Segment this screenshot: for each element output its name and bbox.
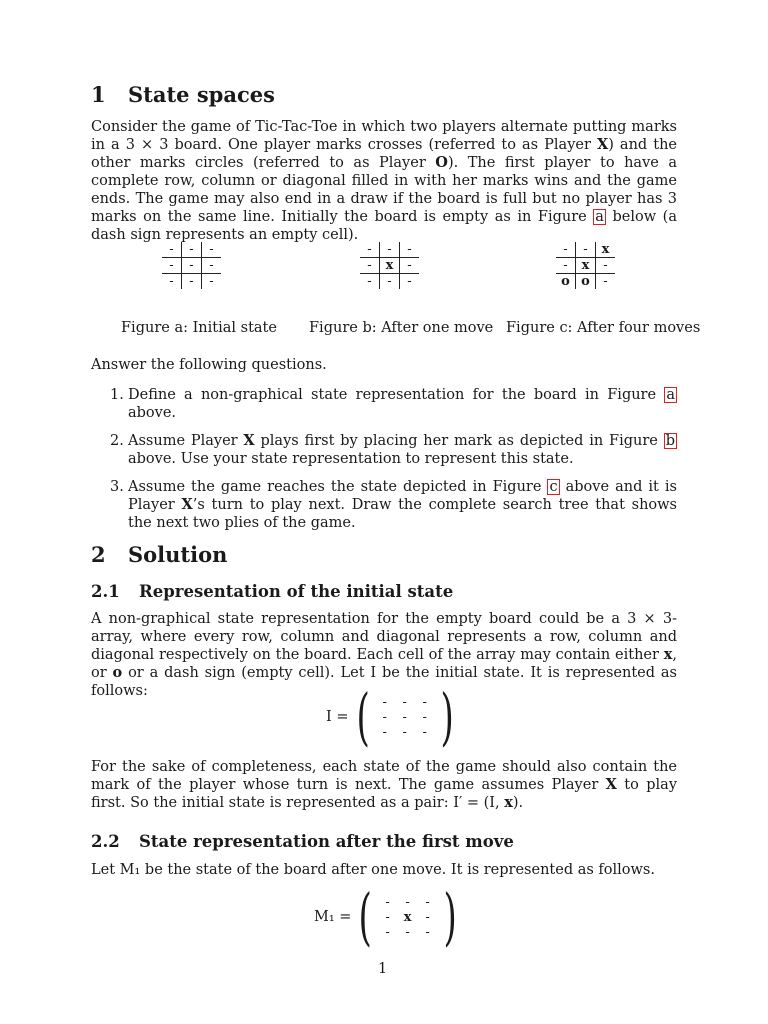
question-text: Define a non-graphical state representation for the board in Figure [128, 387, 665, 403]
player-x-label: X [181, 496, 193, 513]
subsection-number: 2.2 [91, 832, 120, 851]
subsection-2-1-heading [91, 582, 453, 601]
representation-paragraph [91, 610, 677, 700]
initial-state-matrix [326, 680, 459, 753]
board-cell: x [596, 242, 616, 258]
question-text: ’s turn to play next. Draw the complete search tree that shows the next two plies of the game. [128, 497, 677, 531]
board-cell: - [202, 258, 222, 274]
figure-c-caption: Figure c: After four moves [506, 320, 701, 336]
matrix-cell: - [422, 694, 427, 710]
board-cell: - [162, 258, 182, 274]
figure-b-link[interactable]: b [665, 433, 675, 449]
matrix-cell: - [385, 909, 390, 925]
matrix-cell: - [385, 894, 390, 910]
question-item [91, 478, 677, 532]
board-cell: - [182, 258, 202, 274]
player-x-label: X [605, 776, 617, 793]
board-row [162, 274, 221, 290]
board-cell: o [556, 274, 576, 290]
completeness-paragraph [91, 758, 677, 812]
board-row [360, 258, 419, 274]
intro-text-4: below (a dash sign represents an empty cell). [91, 209, 677, 243]
matrix-cell: - [422, 709, 427, 725]
player-o-label: O [435, 154, 448, 171]
board-row [162, 258, 221, 274]
section-number: 1 [91, 82, 106, 107]
figure-c-board [556, 242, 615, 289]
board-cell: - [407, 274, 412, 289]
board-row [360, 242, 419, 258]
board-cell: - [360, 274, 380, 290]
matrix-cell: - [405, 924, 410, 940]
page-number: 1 [378, 961, 388, 977]
board-cell: - [182, 242, 202, 258]
matrix-cell: x [403, 909, 412, 925]
question-text: Assume Player [128, 433, 244, 449]
question-text: above and it is Player [128, 479, 677, 513]
board-cell: - [576, 242, 596, 258]
o-mark: o [112, 664, 123, 681]
board-cell: - [162, 274, 182, 290]
matrix-label: M₁ = [314, 909, 352, 925]
matrix-label: I = [326, 709, 349, 725]
subsection-title: State representation after the first move [139, 832, 514, 851]
subsection-2-2-heading [91, 832, 514, 851]
board-row [556, 258, 615, 274]
right-paren: ) [440, 680, 454, 753]
matrix-cell: - [402, 709, 407, 725]
left-paren: ( [355, 680, 370, 753]
paragraph-text: to play first. So the initial state is represented as a pair: I′ = (I, [91, 777, 678, 811]
question-text: above. Use your state representation to represent this state. [128, 451, 574, 467]
x-mark: x [663, 646, 673, 663]
board-row [360, 274, 419, 290]
player-x-label: X [596, 136, 609, 153]
subsection-title: Representation of the initial state [139, 582, 454, 601]
first-move-matrix [314, 880, 462, 953]
matrix-cell: - [425, 909, 430, 925]
matrix-cell: - [402, 694, 407, 710]
question-item [91, 386, 677, 422]
matrix-cell: - [385, 924, 390, 940]
board-cell: - [209, 274, 214, 289]
section-number: 2 [91, 542, 106, 567]
matrix-cell: - [405, 894, 410, 910]
figure-a-caption: Figure a: Initial state [121, 320, 277, 336]
paragraph-text: or a dash sign (empty cell). Let I be the initial state. It is represented as follows: [91, 665, 677, 699]
question-number: 1. [110, 387, 124, 403]
paragraph-text: , or [91, 647, 677, 681]
right-paren: ) [443, 880, 457, 953]
answer-prompt: Answer the following questions. [91, 357, 327, 373]
question-number: 3. [110, 479, 124, 495]
section-title: State spaces [128, 82, 275, 107]
board-cell: - [596, 258, 616, 274]
board-cell: - [556, 242, 576, 258]
question-text: Assume the game reaches the state depicted in Figure [128, 479, 548, 495]
matrix-cell: - [425, 924, 430, 940]
board-row [556, 274, 615, 290]
x-mark: x [504, 794, 513, 811]
matrix-cell: - [382, 709, 387, 725]
figure-c-link[interactable]: c [549, 479, 558, 495]
question-text: above. [128, 405, 177, 421]
matrix-cell: - [422, 724, 427, 740]
section-title: Solution [128, 542, 228, 567]
question-item [91, 432, 677, 468]
matrix-cell: - [382, 724, 387, 740]
subsection-number: 2.1 [91, 582, 120, 601]
question-list [91, 386, 677, 538]
intro-paragraph [91, 118, 677, 244]
figure-b-caption: Figure b: After one move [309, 320, 494, 336]
section-1-heading [91, 82, 275, 107]
figure-a-link[interactable]: a [595, 209, 604, 225]
board-cell: - [556, 258, 576, 274]
board-cell: - [603, 274, 608, 289]
figure-a-link[interactable]: a [666, 387, 675, 403]
section-2-heading [91, 542, 227, 567]
board-cell: - [162, 242, 182, 258]
question-number: 2. [110, 433, 124, 449]
question-text: plays first by placing her mark as depicted in Figure [254, 433, 664, 449]
left-paren: ( [358, 880, 373, 953]
board-cell: x [576, 258, 596, 274]
board-cell: - [380, 274, 400, 290]
paragraph-text: ). [512, 795, 524, 811]
board-cell: - [202, 242, 222, 258]
matrix-cell: - [425, 894, 430, 910]
board-cell: - [400, 258, 420, 274]
figure-b-board [360, 242, 419, 289]
matrix-grid [375, 695, 435, 740]
figure-a-board [162, 242, 221, 289]
board-cell: - [360, 242, 380, 258]
matrix-cell: - [402, 724, 407, 740]
board-row [162, 242, 221, 258]
board-cell: o [576, 274, 596, 290]
first-move-paragraph: Let M₁ be the state of the board after one move. It is represented as follows. [91, 862, 655, 878]
board-cell: x [380, 258, 400, 274]
board-cell: - [400, 242, 420, 258]
board-cell: - [360, 258, 380, 274]
intro-text-2: ) and the other marks circles (referred to as Player [91, 137, 677, 171]
paragraph-text: For the sake of completeness, each state of the game should also contain the mark of the player whose turn is next. The game assumes Player [91, 759, 677, 793]
intro-text-3: ). The first player to have a complete row, column or diagonal filled in with her marks wins and the game ends. The game may also end in a draw if the board is full but no player has 3 marks on the same line. Initially the board is empty as in Figure [91, 155, 677, 225]
matrix-grid [378, 895, 438, 940]
matrix-cell: - [382, 694, 387, 710]
board-cell: - [380, 242, 400, 258]
paragraph-text: A non-graphical state representation for the empty board could be a 3 × 3-array, where every row, column and diagonal represents a row, column and diagonal respectively on the board. Each cell of the array may contain either [91, 611, 677, 663]
board-cell: - [182, 274, 202, 290]
intro-text-1: Consider the game of Tic-Tac-Toe in which two players alternate putting marks in a 3 × 3 board. One player marks crosses (referred to as Player [91, 119, 677, 153]
board-row [556, 242, 615, 258]
player-x-label: X [243, 432, 255, 449]
